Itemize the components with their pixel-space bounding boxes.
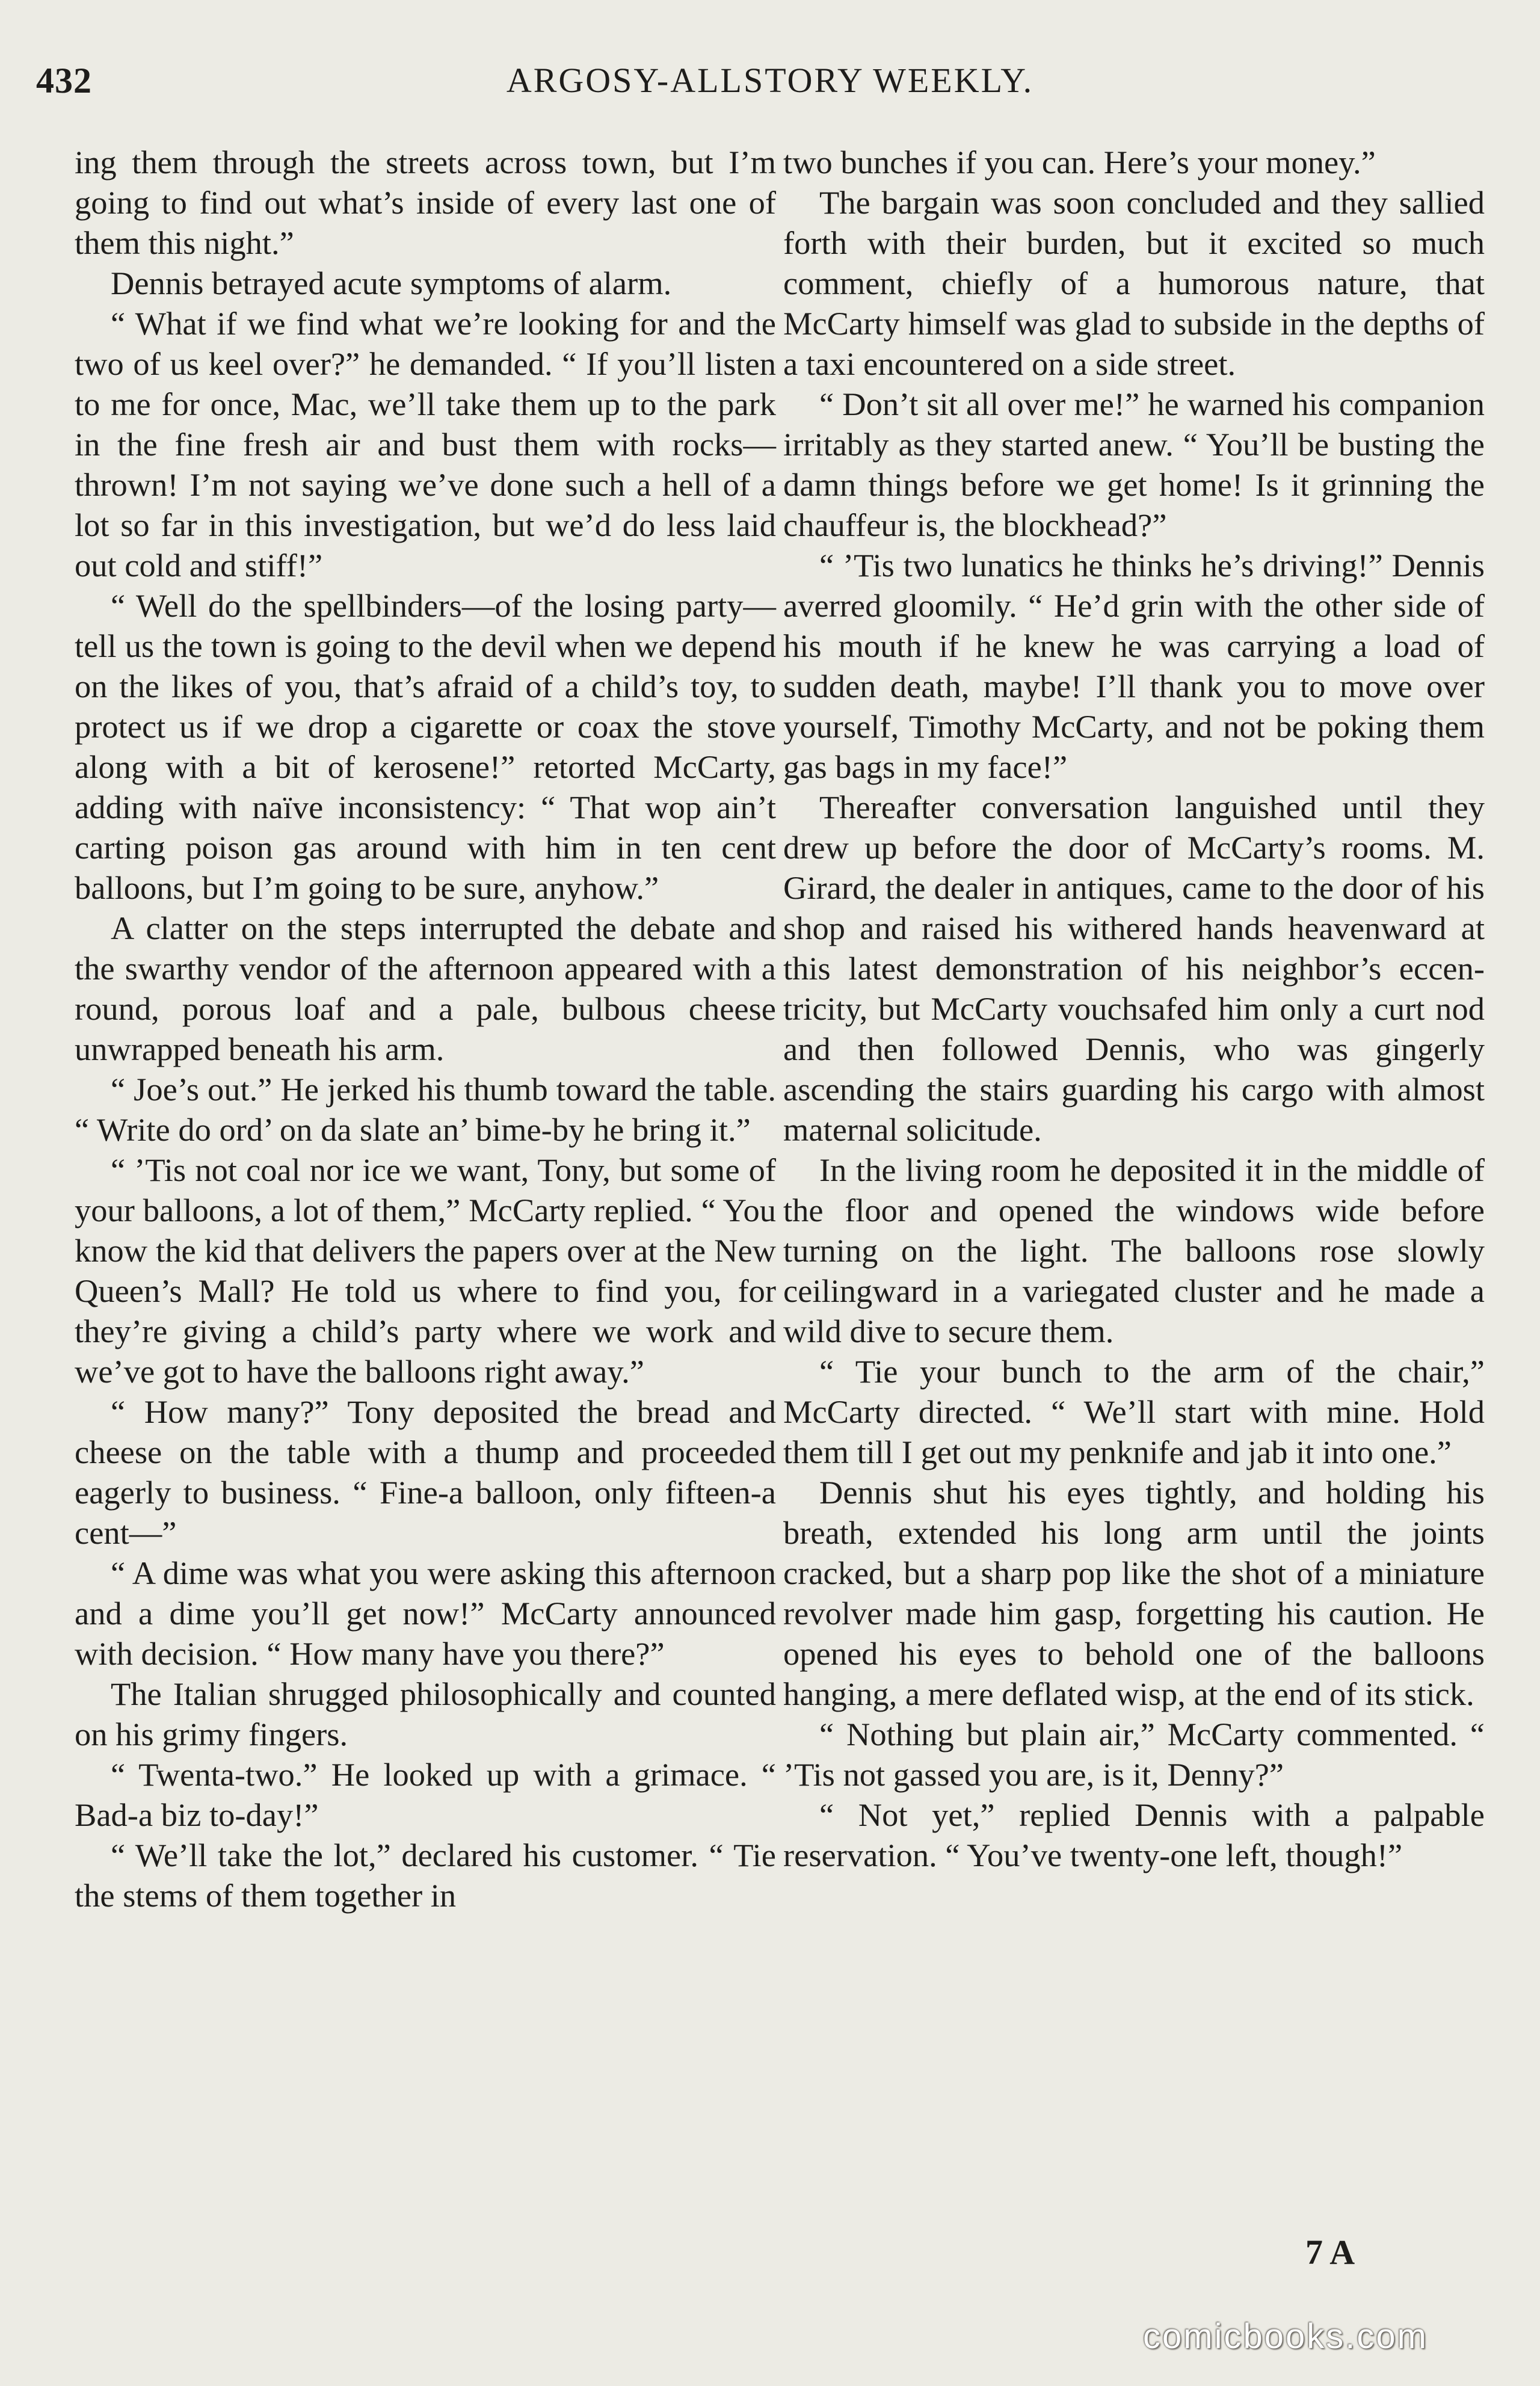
watermark: comicbooks.com: [1143, 2317, 1428, 2356]
paragraph: The bargain was soon concluded and they sallied forth with their burden, but it excited so much comment, chiefly of a humorous nature, that McCarty himself was glad to subside in the depths of a taxi encountered on a side street.: [783, 184, 1485, 382]
paragraph: “ A dime was what you were asking this afternoon and a dime you’ll get now!” McCarty announced with decision. “ How many have you there?”: [75, 1555, 776, 1672]
paragraph: “ Tie your bunch to the arm of the chair,” McCarty directed. “ We’ll start with mine. Hold them till I get out my penknife and jab it into one.”: [783, 1353, 1485, 1470]
paragraph: A clatter on the steps interrupted the debate and the swarthy vendor of the afternoon appeared with a round, porous loaf and a pale, bulbous cheese unwrapped beneath his arm.: [75, 910, 776, 1067]
paragraph: “ Well do the spellbinders—of the losing party—tell us the town is going to the devil when we depend on the likes of you, that’s afraid of a child’s toy, to protect us if we drop a cigarette or coax the stove along with a bit of kerosene!” retorted McCarty, adding with naïve inconsistency: “ That wop ain’t carting poison gas around with him in ten cent balloons, but I’m going to be sure, anyhow.”: [75, 587, 776, 906]
paragraph: Thereafter conversation languished until they drew up before the door of McCarty’s rooms. M. Girard, the dealer in antiques, came to the door of his shop and raised his withered hands heavenward at this latest demonstration of his neighbor’s eccentricity, but McCarty vouchsafed him only a curt nod and then followed Dennis, who was gingerly ascending the stairs guarding his cargo with almost maternal solicitude.: [783, 789, 1485, 1148]
paragraph: Dennis betrayed acute symptoms of alarm.: [111, 265, 672, 301]
paragraph: ing them through the streets across town, but I’m going to find out what’s inside of every last one of them this night.”: [75, 144, 776, 261]
paragraph: “ What if we find what we’re looking for and the two of us keel over?” he demanded. “ If you’ll listen to me for once, Mac, we’ll take them up to the park in the fine fresh air and bust them with rocks—thrown! I’m not saying we’ve done such a hell of a lot so far in this investigation, but we’d do less laid out cold and stiff!”: [75, 305, 776, 584]
paragraph: The Italian shrugged philosophically and counted on his grimy fingers.: [75, 1675, 776, 1753]
paragraph: “ ’Tis two lunatics he thinks he’s driving!” Dennis averred gloomily. “ He’d grin with the other side of his mouth if he knew he was carrying a load of sudden death, maybe! I’ll thank you to move over yourself, Timothy McCarty, and not be poking them gas bags in my face!”: [783, 547, 1485, 785]
paragraph: “ Don’t sit all over me!” he warned his companion irritably as they started anew. “ You’ll be busting the damn things before we get home! Is it grinning the chauffeur is, the blockhead?”: [783, 386, 1485, 543]
paragraph: “ Joe’s out.” He jerked his thumb toward the table. “ Write do ord’ on da slate an’ bime-by he bring it.”: [75, 1071, 776, 1148]
paragraph: “ Not yet,” replied Dennis with a palpable reservation. “ You’ve twenty-one left, though!”: [783, 1796, 1485, 1873]
paragraph: Dennis shut his eyes tightly, and holding his breath, extended his long arm until the joints cracked, but a sharp pop like the shot of a miniature revolver made him gasp, forgetting his caution. He opened his eyes to behold one of the balloons hanging, a mere deflated wisp, at the end of its stick.: [783, 1474, 1485, 1712]
right-column: [783, 142, 1485, 1875]
paragraph: “ We’ll take the lot,” declared his customer. “ Tie the stems of them together in: [75, 1837, 776, 1914]
page-number: 432: [36, 61, 92, 100]
running-title: ARGOSY-ALLSTORY WEEKLY.: [506, 61, 1034, 100]
paragraph: In the living room he deposited it in the middle of the floor and opened the windows wide before turning on the light. The balloons rose slowly ceilingward in a variegated cluster and he made a wild dive to secure them.: [783, 1151, 1485, 1349]
left-column: [75, 142, 776, 1916]
paragraph: “ Nothing but plain air,” McCarty commented. “ ’Tis not gassed you are, is it, Denny?”: [783, 1716, 1485, 1793]
paragraph: two bunches if you can. Here’s your money.”: [783, 144, 1376, 180]
paragraph: “ ’Tis not coal nor ice we want, Tony, but some of your balloons, a lot of them,” McCarty replied. “ You know the kid that delivers the papers over at the New Queen’s Mall? He told us where to find you, for they’re giving a child’s party where we work and we’ve got to have the balloons right away.”: [75, 1151, 776, 1390]
signature-mark: 7 A: [1305, 2233, 1355, 2272]
page-header: [36, 60, 1504, 126]
paragraph: “ How many?” Tony deposited the bread and cheese on the table with a thump and proceeded eagerly to business. “ Fine-a balloon, only fifteen-a cent—”: [75, 1393, 776, 1551]
paragraph: “ Twenta-two.” He looked up with a grimace. “ Bad-a biz to-day!”: [75, 1756, 776, 1833]
